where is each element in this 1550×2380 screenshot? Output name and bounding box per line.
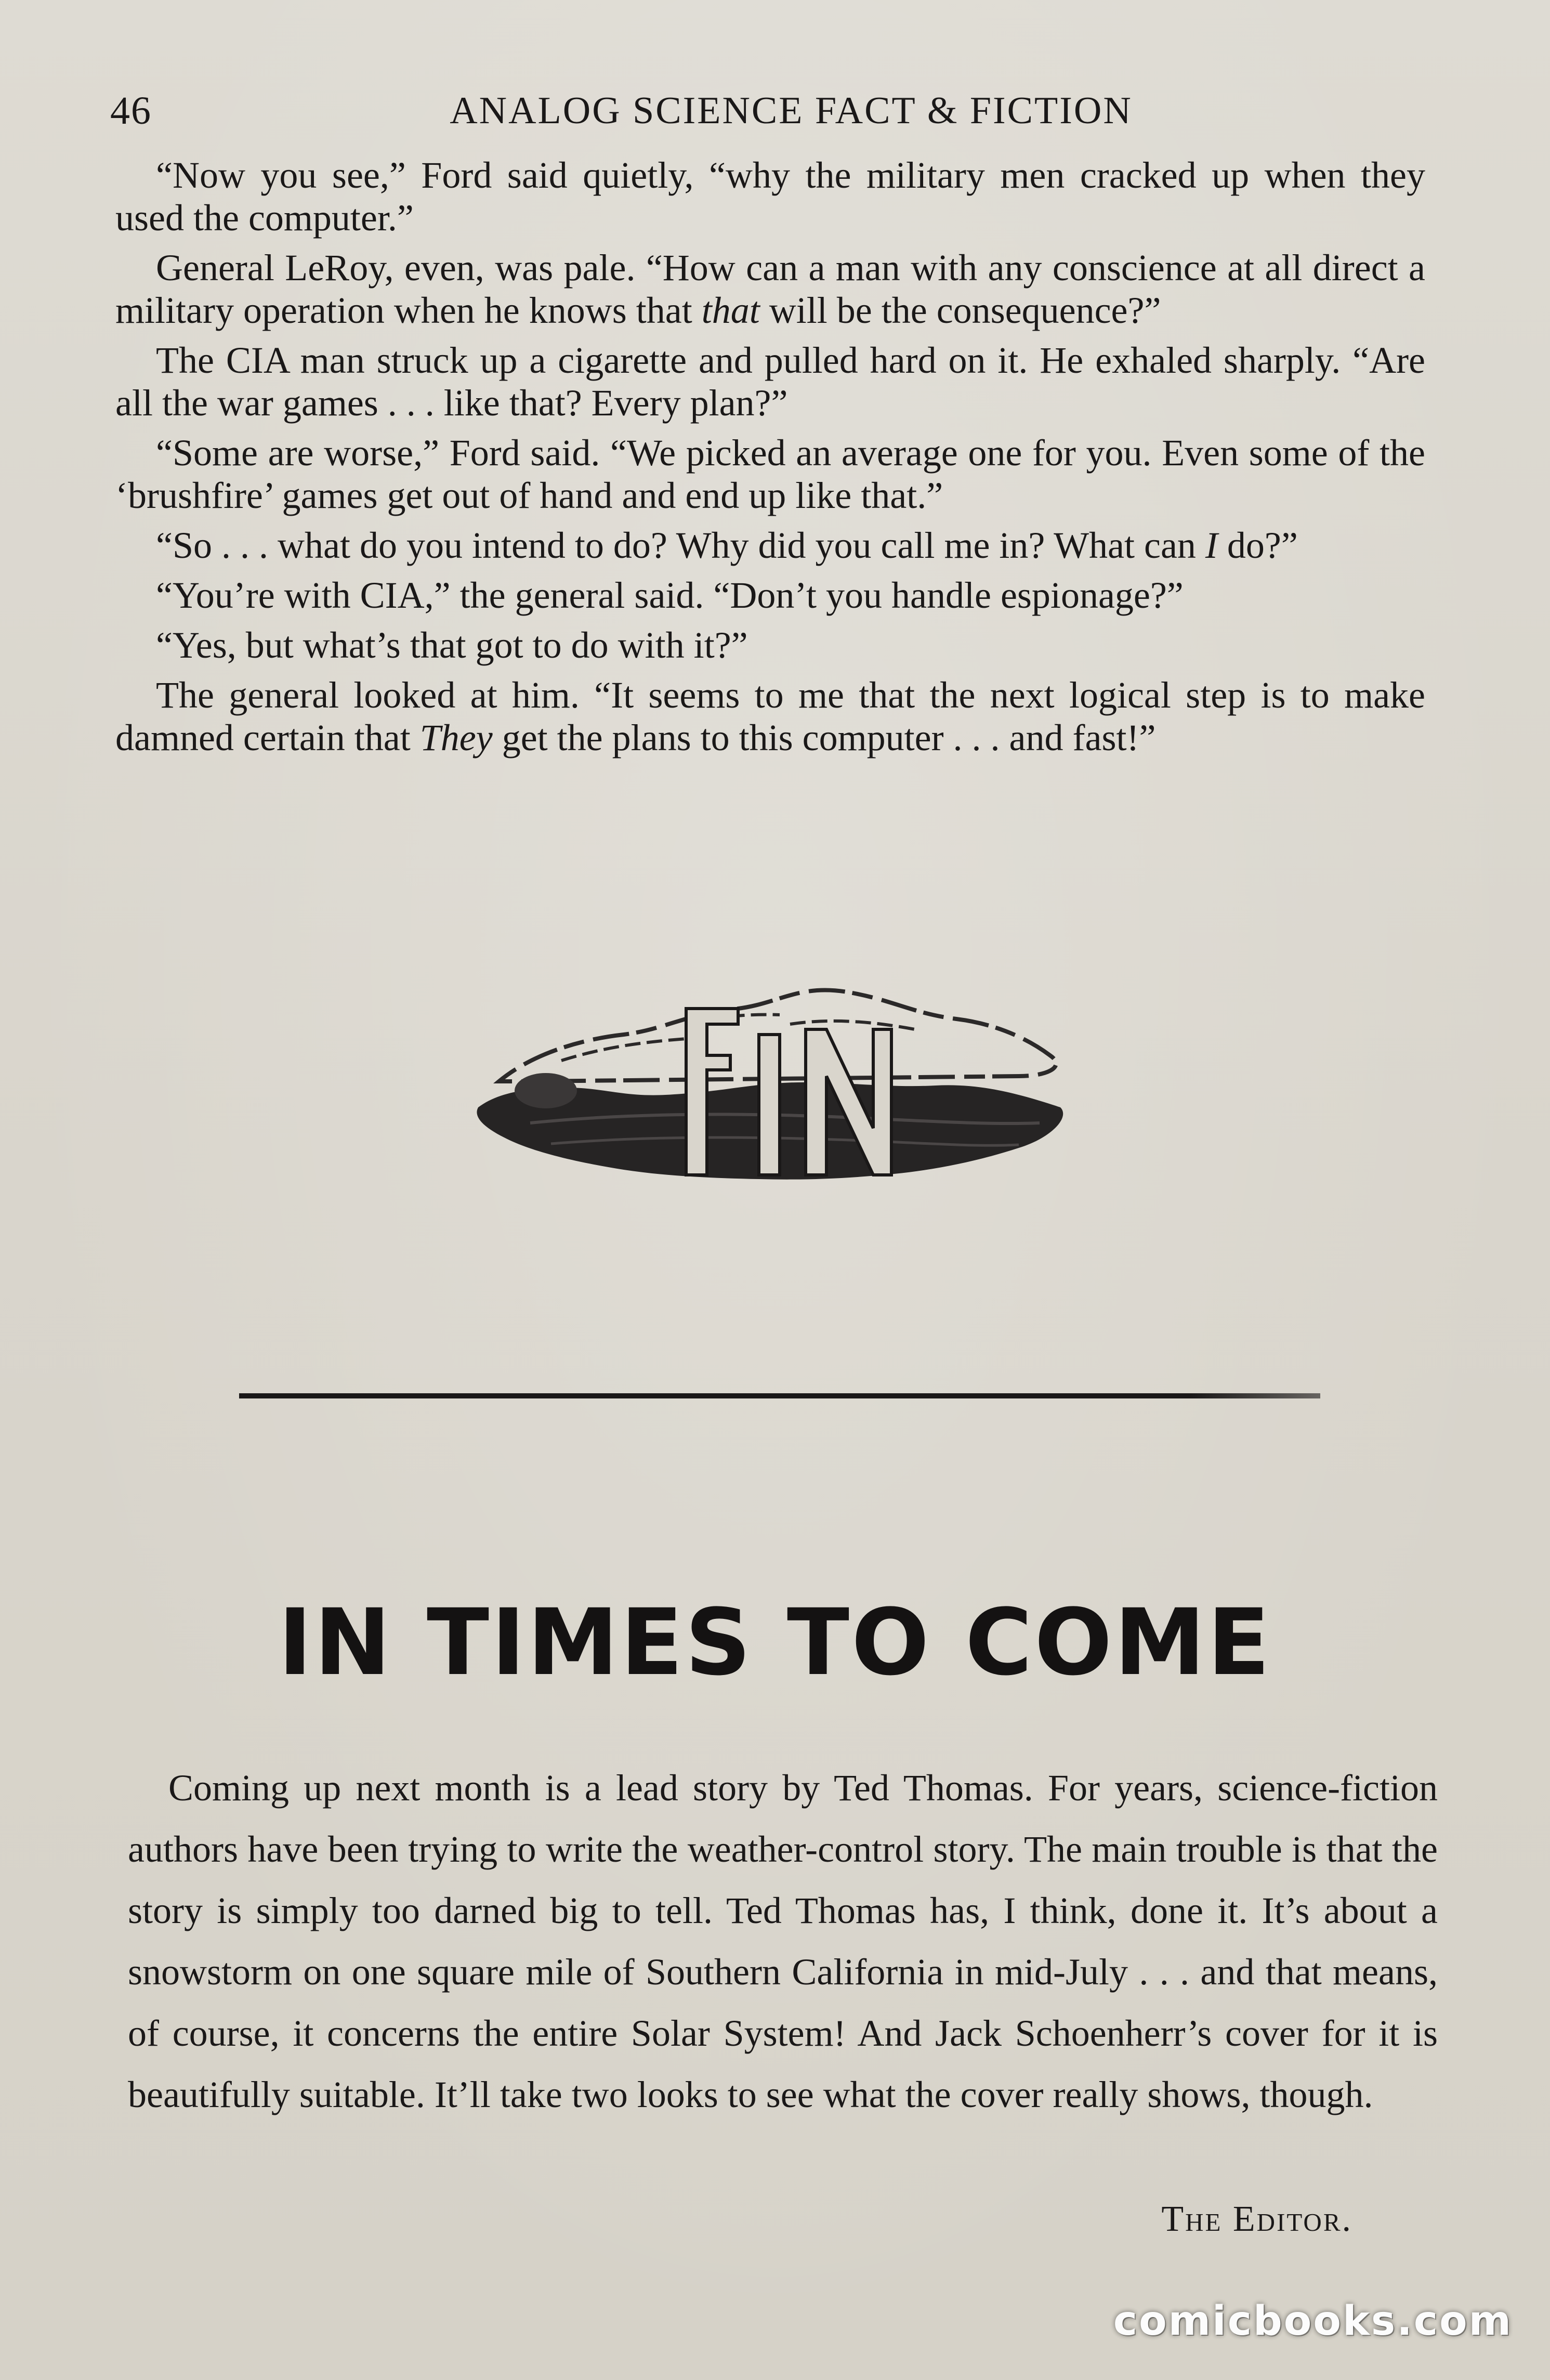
story-paragraph: General LeRoy, even, was pale. “How can a man with any conscience at all direct a military operation when he knows that that will be the consequence?” <box>115 247 1425 331</box>
editor-signature: The Editor. <box>1161 2199 1352 2239</box>
story-paragraph: “Yes, but what’s that got to do with it?” <box>156 624 748 666</box>
story-paragraph: The general looked at him. “It seems to me that the next logical step is to make damned certain that They get the plans to this computer . . . and fast!” <box>115 674 1425 759</box>
fin-ornament-icon <box>468 951 1081 1201</box>
story-paragraph: “So . . . what do you intend to do? Why did you call me in? What can I do?” <box>156 525 1298 566</box>
section-divider <box>239 1393 1320 1398</box>
section-title: IN TIMES TO COME <box>278 1589 1272 1696</box>
editorial-paragraph: Coming up next month is a lead story by Ted Thomas. For years, science-fiction authors have been trying to write the weather-control story. The main trouble is that the story is simply too darned big to tell. Ted Thomas has, I think, done it. It’s about a snowstorm on one square mile of Southern California in mid-July . . . and that means, of course, it concerns the entire Solar System! And Jack Schoenherr’s cover for it is beautifully suitable. It’ll take two looks to see what the cover really shows, though. <box>128 1767 1438 2115</box>
page-number: 46 <box>110 89 152 133</box>
story-paragraph: “Some are worse,” Ford said. “We picked an average one for you. Even some of the ‘brushfire’ games get out of hand and end up like that.” <box>115 432 1425 516</box>
story-paragraph: “You’re with CIA,” the general said. “Don’t you handle espionage?” <box>156 574 1184 616</box>
running-title: ANALOG SCIENCE FACT & FICTION <box>450 89 1133 132</box>
editorial-text <box>128 1757 1438 2125</box>
story-text <box>115 154 1425 766</box>
story-paragraph: “Now you see,” Ford said quietly, “why the military men cracked up when they used the computer.” <box>115 154 1425 239</box>
watermark: comicbooks.com <box>1113 2298 1513 2345</box>
story-paragraph: The CIA man struck up a cigarette and pulled hard on it. He exhaled sharply. “Are all the war games . . . like that? Every plan?” <box>115 339 1425 424</box>
page-header <box>110 87 1430 134</box>
